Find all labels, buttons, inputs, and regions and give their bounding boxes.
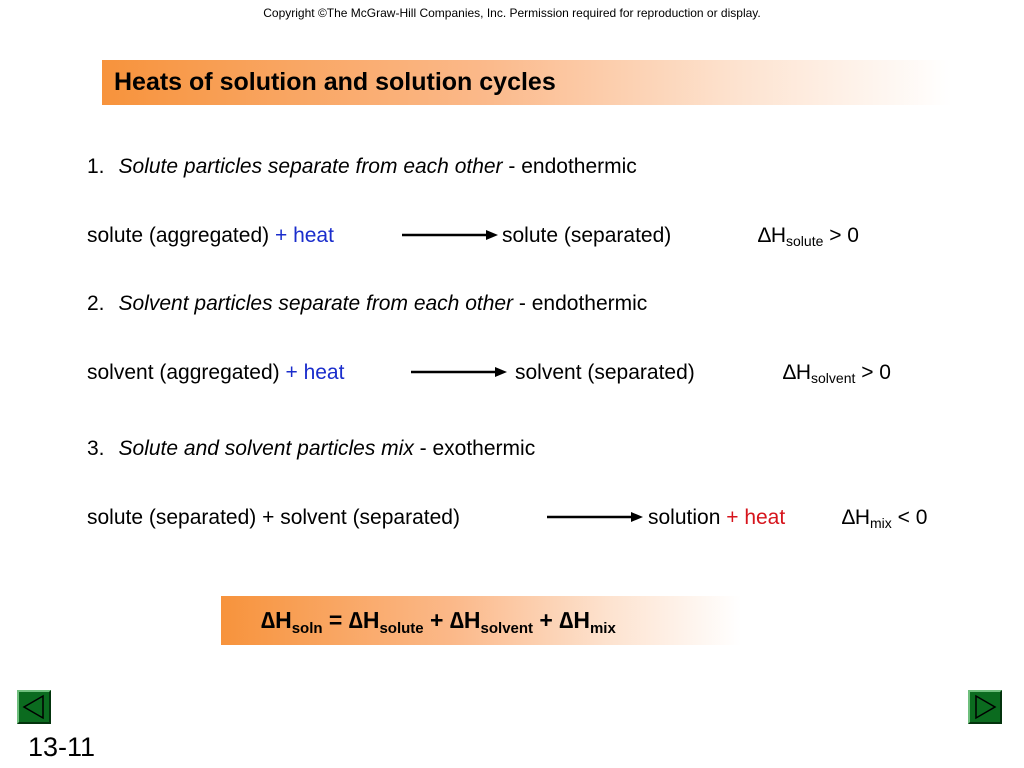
step-1-arrow-icon xyxy=(402,229,498,241)
step-1-heading xyxy=(87,156,637,177)
step-3-product xyxy=(648,507,785,528)
formula-lhs: ∆H xyxy=(261,607,292,633)
step-2-reactant-text: solvent (aggregated) xyxy=(87,361,286,384)
step-1-number: 1. xyxy=(87,155,105,178)
step-2-heat: + heat xyxy=(285,361,345,384)
step-1-heat: + heat xyxy=(274,224,334,247)
formula-term-2: ∆H xyxy=(449,607,481,633)
step-3-arrow-icon xyxy=(547,511,643,523)
step-2-reactant xyxy=(87,362,344,383)
step-3-type: - exothermic xyxy=(413,437,536,460)
triangle-left-icon xyxy=(19,692,49,722)
step-3-number: 3. xyxy=(87,437,105,460)
step-2-sign: > 0 xyxy=(855,361,891,384)
previous-slide-button[interactable] xyxy=(17,690,51,724)
formula-term-3: ∆H xyxy=(559,607,590,633)
step-2-heading xyxy=(87,293,647,314)
step-3-reactant: solute (separated) + solvent (separated) xyxy=(87,506,460,529)
slide-title: Heats of solution and solution cycles xyxy=(114,68,556,96)
formula-equals: = xyxy=(322,607,349,633)
step-2-delta: ∆H xyxy=(783,361,812,384)
step-1-reactant-text: solute (aggregated) xyxy=(87,224,275,247)
step-2-number: 2. xyxy=(87,292,105,315)
step-1-sign: > 0 xyxy=(823,224,859,247)
slide-number: 13-11 xyxy=(28,732,96,762)
next-slide-button[interactable] xyxy=(968,690,1002,724)
formula-term-1: ∆H xyxy=(348,607,380,633)
step-1-reactant xyxy=(87,225,334,246)
step-2-delta-sub: solvent xyxy=(811,370,856,386)
step-2-product: solvent (separated) xyxy=(515,361,695,384)
step-2-type: - endothermic xyxy=(513,292,648,315)
copyright-notice: Copyright ©The McGraw-Hill Companies, Inc. Permission required for reproduction or display. xyxy=(263,6,761,20)
formula-plus-2: + xyxy=(533,607,560,633)
formula-banner xyxy=(221,596,741,645)
step-3-sign: < 0 xyxy=(891,506,928,529)
step-3-heading xyxy=(87,438,535,459)
step-3-delta-sub: mix xyxy=(870,515,892,531)
step-3-product-text: solution xyxy=(648,506,727,529)
step-1-product: solute (separated) xyxy=(502,224,672,247)
step-2-arrow-icon xyxy=(411,366,507,378)
step-1-title: Solute particles separate from each other xyxy=(118,155,503,178)
formula-plus-1: + xyxy=(423,607,450,633)
step-3-enthalpy xyxy=(842,506,928,531)
step-3-delta: ∆H xyxy=(842,506,871,529)
step-3-title: Solute and solvent particles mix xyxy=(118,437,414,460)
formula-term-3-sub: mix xyxy=(589,620,616,637)
step-2-title: Solvent particles separate from each other xyxy=(118,292,514,315)
step-1-type: - endothermic xyxy=(502,155,637,178)
step-1-delta: ∆H xyxy=(758,224,787,247)
step-2-enthalpy xyxy=(783,361,891,386)
title-banner xyxy=(102,60,952,105)
formula-term-1-sub: solute xyxy=(379,620,424,637)
enthalpy-of-solution-formula xyxy=(261,607,616,637)
triangle-right-icon xyxy=(970,692,1000,722)
step-1-delta-sub: solute xyxy=(786,233,824,249)
step-1-enthalpy xyxy=(758,224,859,249)
formula-lhs-sub: soln xyxy=(291,620,323,637)
step-3-heat: + heat xyxy=(726,506,786,529)
formula-term-2-sub: solvent xyxy=(480,620,534,637)
